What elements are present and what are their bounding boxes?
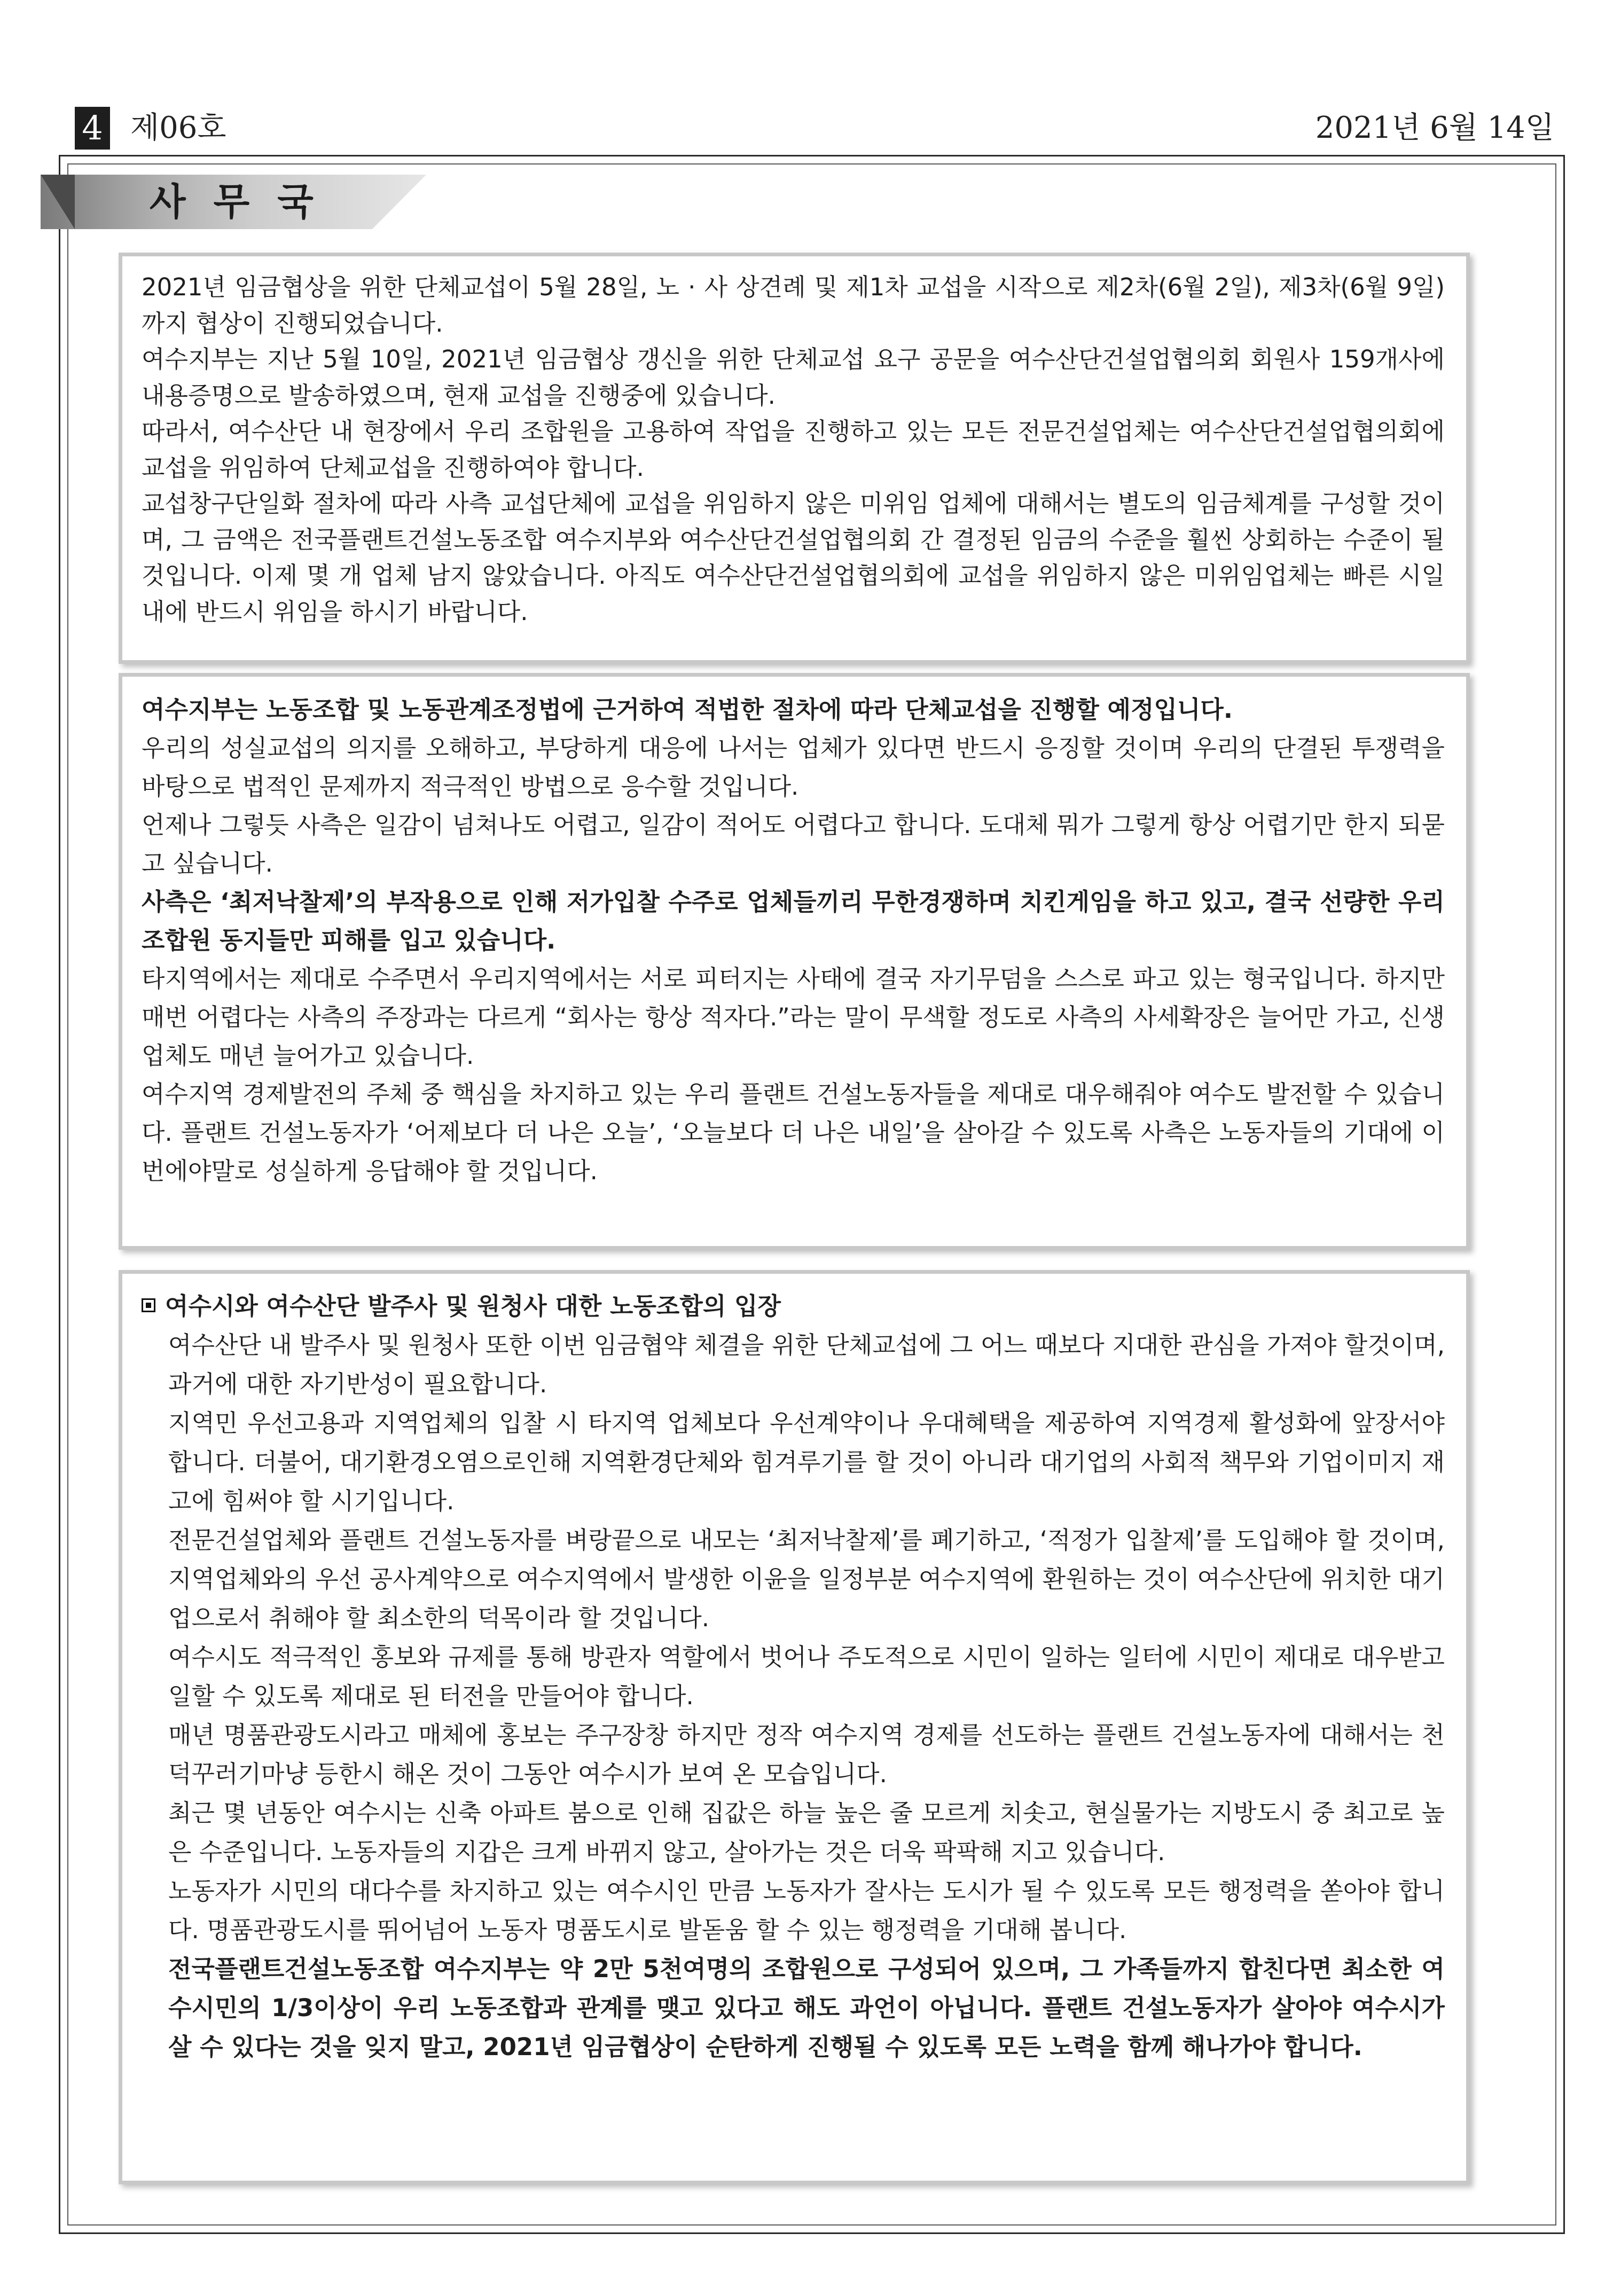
union-position-box [119,1270,1470,2184]
box-heading [142,1287,1445,1326]
intro-box [119,253,1470,664]
paragraph: 여수지부는 지난 5월 10일, 2021년 임금협상 갱신을 위한 단체교섭 요구 공문을 여수산단건설업협의회 회원사 159개사에 내용증명으로 발송하였으며, 현재 교섭을 진행중에 있습니다. [142,345,1445,410]
paragraph: 2021년 임금협상을 위한 단체교섭이 5월 28일, 노 · 사 상견례 및 제1차 교섭을 시작으로 제2차(6월 2일), 제3차(6월 9일)까지 협상이 진행되었습니다. [142,273,1445,338]
paragraph: 노동자가 시민의 대다수를 차지하고 있는 여수시인 만큼 노동자가 잘사는 도시가 될 수 있도록 모든 행정력을 쏟아야 합니다. 명품관광도시를 뛰어넘어 노동자 명품도시로 발돋움 할 수 있는 행정력을 기대해 봅니다. [168,1877,1445,1944]
paragraph: 최근 몇 년동안 여수시는 신축 아파트 붐으로 인해 집값은 하늘 높은 줄 모르게 치솟고, 현실물가는 지방도시 중 최고로 높은 수준입니다. 노동자들의 지갑은 크게 바뀌지 않고, 살아가는 것은 더욱 팍팍해 지고 있습니다. [168,1799,1445,1866]
paragraph: 타지역에서는 제대로 수주면서 우리지역에서는 서로 피터지는 사태에 결국 자기무덤을 스스로 파고 있는 형국입니다. 하지만 매번 어렵다는 사측의 주장과는 다르게 “회사는 항상 적자다.”라는 말이 무색할 정도로 사측의 사세확장은 늘어만 가고, 신생업체도 매년 늘어가고 있습니다. [142,965,1445,1070]
paragraph: 여수지역 경제발전의 주체 중 핵심을 차지하고 있는 우리 플랜트 건설노동자들을 제대로 대우해줘야 여수도 발전할 수 있습니다. 플랜트 건설노동자가 ‘어제보다 더 나은 오늘’, ‘오늘보다 더 나은 내일’을 살아갈 수 있도록 사측은 노동자들의 기대에 이번에야말로 성실하게 응답해야 할 것입니다. [142,1080,1445,1185]
page-number: 4 [75,107,110,150]
section-title: 사무국 [150,180,341,224]
issue-number: 제06호 [130,111,226,145]
page-header [75,107,1554,150]
bargaining-stance-box [119,673,1470,1250]
paragraph-bold: 전국플랜트건설노동조합 여수지부는 약 2만 5천여명의 조합원으로 구성되어 있으며, 그 가족들까지 합친다면 최소한 여수시민의 1/3이상이 우리 노동조합과 관계를 맺고 있다고 해도 과언이 아닙니다. 플랜트 건설노동자가 살아야 여수시가 살 수 있다는 것을 잊지 말고, 2021년 임금협상이 순탄하게 진행될 수 있도록 모든 노력을 함께 해나가야 합니다. [168,1955,1445,2061]
paragraph: 매년 명품관광도시라고 매체에 홍보는 주구장창 하지만 정작 여수지역 경제를 선도하는 플랜트 건설노동자에 대해서는 천덕꾸러기마냥 등한시 해온 것이 그동안 여수시가 보여 온 모습입니다. [168,1721,1445,1788]
paragraph: 여수산단 내 발주사 및 원청사 또한 이번 임금협약 체결을 위한 단체교섭에 그 어느 때보다 지대한 관심을 가져야 할것이며, 과거에 대한 자기반성이 필요합니다. [168,1331,1445,1398]
heading-text: 여수시와 여수산단 발주사 및 원청사 대한 노동조합의 입장 [165,1292,781,1320]
paragraph-bold: 여수지부는 노동조합 및 노동관계조정법에 근거하여 적법한 절차에 따라 단체교섭을 진행할 예정입니다. [142,695,1233,724]
paragraph: 전문건설업체와 플랜트 건설노동자를 벼랑끝으로 내모는 ‘최저낙찰제’를 폐기하고, ‘적정가 입찰제’를 도입해야 할 것이며, 지역업체와의 우선 공사계약으로 여수지역에서 발생한 이윤을 일정부분 여수지역에 환원하는 것이 여수산단에 위치한 대기업으로서 취해야 할 최소한의 덕목이라 할 것입니다. [168,1526,1445,1632]
publication-date: 2021년 6월 14일 [1315,111,1554,145]
paragraph: 교섭창구단일화 절차에 따라 사측 교섭단체에 교섭을 위임하지 않은 미위임 업체에 대해서는 별도의 임금체계를 구성할 것이며, 그 금액은 전국플랜트건설노동조합 여수지부와 여수산단건설업협의회 간 결정된 임금의 수준을 훨씬 상회하는 수준이 될 것입니다. 이제 몇 개 업체 남지 않았습니다. 아직도 여수산단건설업협의회에 교섭을 위임하지 않은 미위임업체는 빠른 시일내에 반드시 위임을 하시기 바랍니다. [142,489,1445,626]
filled-square-bullet-icon [142,1298,155,1312]
paragraph: 따라서, 여수산단 내 현장에서 우리 조합원을 고용하여 작업을 진행하고 있는 모든 전문건설업체는 여수산단건설업협의회에 교섭을 위임하여 단체교섭을 진행하여야 합니다. [142,417,1445,482]
paragraph: 언제나 그렇듯 사측은 일감이 넘쳐나도 어렵고, 일감이 적어도 어렵다고 합니다. 도대체 뭐가 그렇게 항상 어렵기만 한지 되묻고 싶습니다. [142,811,1445,877]
paragraph-bold: 사측은 ‘최저낙찰제’의 부작용으로 인해 저가입찰 수주로 업체들끼리 무한경쟁하며 치킨게임을 하고 있고, 결국 선량한 우리 조합원 동지들만 피해를 입고 있습니다. [142,888,1445,954]
paragraph: 지역민 우선고용과 지역업체의 입찰 시 타지역 업체보다 우선계약이나 우대혜택을 제공하여 지역경제 활성화에 앞장서야 합니다. 더불어, 대기환경오염으로인해 지역환경단체와 힘겨루기를 할 것이 아니라 대기업의 사회적 책무와 기업이미지 재고에 힘써야 할 시기입니다. [168,1409,1445,1515]
paragraph: 여수시도 적극적인 홍보와 규제를 통해 방관자 역할에서 벗어나 주도적으로 시민이 일하는 일터에 시민이 제대로 대우받고 일할 수 있도록 제대로 된 터전을 만들어야 합니다. [168,1643,1445,1710]
paragraph: 우리의 성실교섭의 의지를 오해하고, 부당하게 대응에 나서는 업체가 있다면 반드시 응징할 것이며 우리의 단결된 투쟁력을 바탕으로 법적인 문제까지 적극적인 방법으로 응수할 것입니다. [142,734,1445,801]
